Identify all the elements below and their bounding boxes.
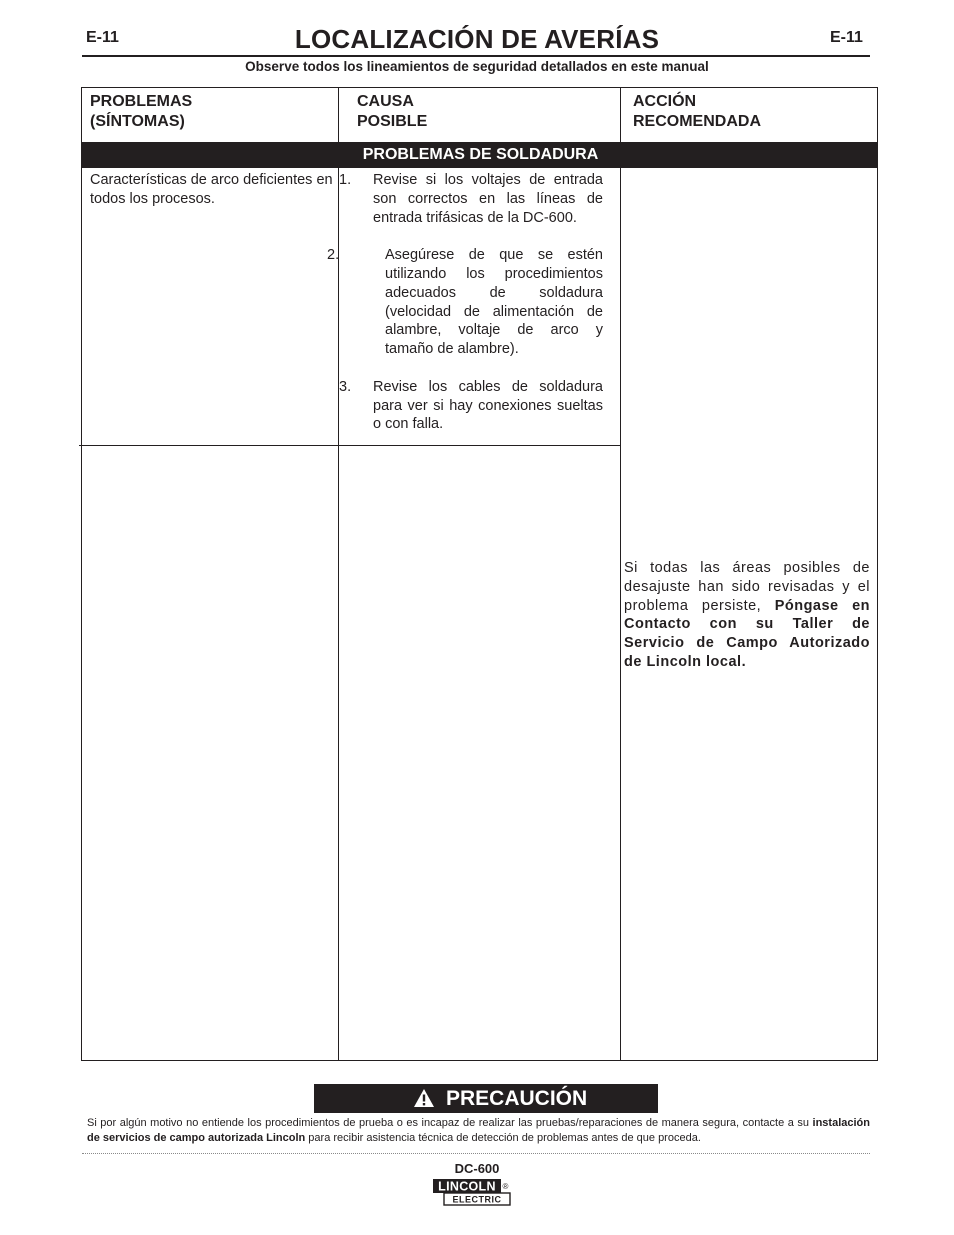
logo-text-lincoln: LINCOLN xyxy=(438,1179,496,1194)
caution-title: PRECAUCIÓN xyxy=(446,1087,588,1110)
page-code-left: E-11 xyxy=(86,29,119,46)
warning-triangle-icon xyxy=(413,1088,435,1108)
logo-text-electric: ELECTRIC xyxy=(452,1194,502,1205)
footer-divider xyxy=(82,1153,870,1154)
page-title: LOCALIZACIÓN DE AVERÍAS xyxy=(294,24,660,54)
column-header-problems-line1: PROBLEMAS xyxy=(90,93,193,110)
logo-registered-mark: ® xyxy=(502,1182,509,1191)
cause-text: Revise si los voltajes de entrada son correctos en las líneas de entrada trifásicas de la DC-600. xyxy=(373,172,603,226)
column-header-action-line2: RECOMENDADA xyxy=(633,113,761,130)
column-header-cause-line2: POSIBLE xyxy=(357,113,428,130)
safety-note: Observe todos los lineamientos de seguridad detallados en este manual xyxy=(245,59,709,74)
cause-number: 1. xyxy=(339,172,352,188)
column-divider-1 xyxy=(338,87,339,1061)
page-code-right: E-11 xyxy=(830,29,863,46)
cause-text: Revise los cables de soldadura para ver si hay conexiones sueltas o con falla. xyxy=(373,378,603,433)
section-title: PROBLEMAS DE SOLDADURA xyxy=(362,146,599,163)
cause-item xyxy=(339,378,603,434)
cause-list xyxy=(327,171,603,453)
caution-text-part1: Si por algún motivo no entiende los procedimientos de prueba o es incapaz de realizar las pruebas/reparaciones de manera segura, contacte a su xyxy=(87,1117,809,1129)
recommended-action xyxy=(624,559,870,672)
column-header-problems-line2: (SÍNTOMAS) xyxy=(90,113,185,130)
column-header-action xyxy=(633,92,761,132)
model-name: DC-600 xyxy=(454,1161,500,1176)
cause-text: Asegúrese de que se estén utilizando los procedimientos adecuados de soldadura (velocidad de alimentación de alambre, voltaje de arco y tamaño de alambre). xyxy=(385,247,603,358)
lincoln-electric-logo xyxy=(432,1177,512,1207)
caution-text xyxy=(87,1116,870,1146)
caution-text-bold: instalación de servicios de campo autorizada Lincoln xyxy=(87,1117,870,1144)
column-header-action-line1: ACCIÓN xyxy=(633,93,697,110)
column-header-cause-line1: CAUSA xyxy=(357,93,414,110)
action-text-bold: Póngase en Contacto con su Taller de Servicio de Campo Autorizado de Lincoln local. xyxy=(624,597,871,670)
column-header-cause xyxy=(357,92,427,132)
problem-text: Características de arco deficientes en todos los procesos. xyxy=(90,172,333,207)
column-divider-2 xyxy=(620,87,621,1061)
action-text-plain: Si todas las áreas posibles de desajuste han sido revisadas y el problema persiste, xyxy=(624,560,870,614)
cause-number: 3. xyxy=(339,378,352,395)
header-rule xyxy=(82,55,870,57)
cause-item xyxy=(327,246,603,359)
cause-item xyxy=(339,171,603,227)
column-header-problems xyxy=(90,92,192,132)
cause-number: 2. xyxy=(327,247,340,264)
caution-text-part2: para recibir asistencia técnica de detección de problemas antes de que proceda. xyxy=(308,1132,701,1144)
